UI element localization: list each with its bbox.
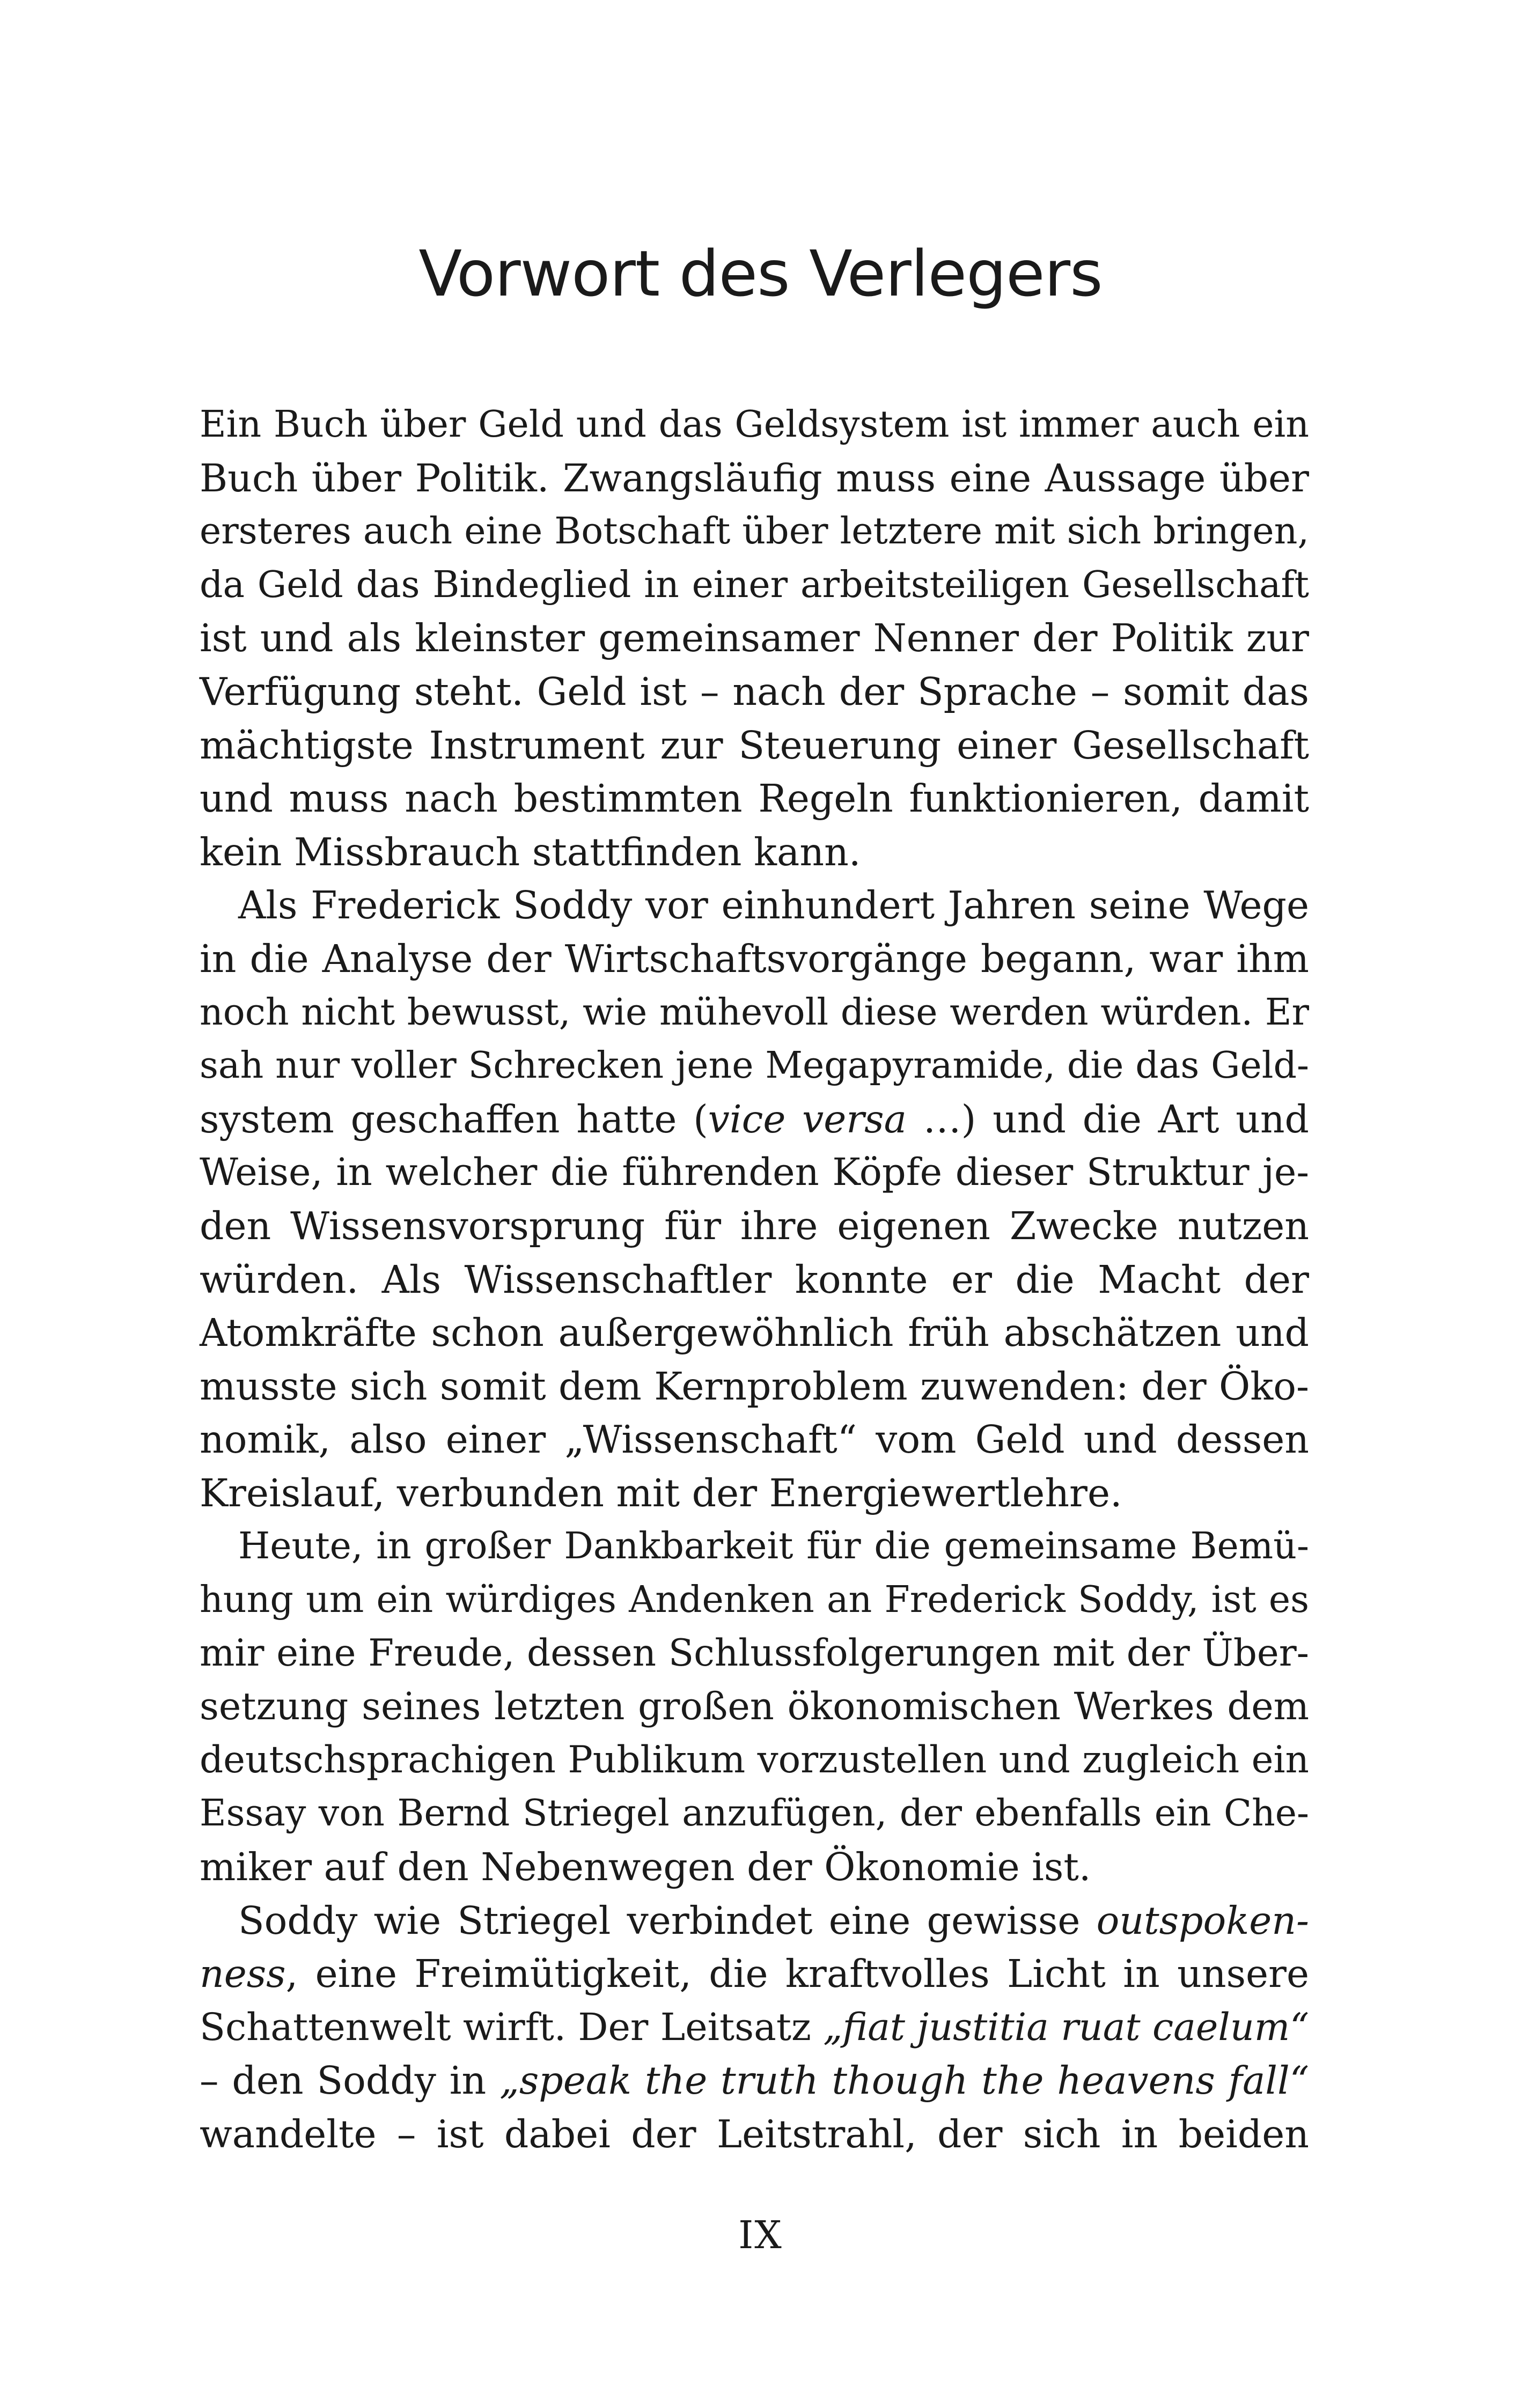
text-line xyxy=(200,2001,1309,2054)
text-line: mächtigste Instrument zur Steuerung einer Gesellschaft xyxy=(200,723,1309,768)
italic-text: „speak the truth though the heavens fall“ xyxy=(499,2058,1309,2103)
text-line: Atomkräfte schon außergewöhnlich früh abschätzen und xyxy=(200,1310,1309,1356)
page-title: Vorwort des Verlegers xyxy=(418,237,1103,311)
text-run: – den Soddy in xyxy=(200,2058,500,2103)
text-line: Ein Buch über Geld und das Geldsystem ist immer auch ein xyxy=(200,403,1309,446)
text-line: mir eine Freude, dessen Schlussfolgerungen mit der Über- xyxy=(200,1631,1309,1675)
page-number: IX xyxy=(738,2213,783,2257)
text-run: …) und die Art und xyxy=(906,1096,1309,1142)
body-text xyxy=(200,398,1309,2161)
text-run: system geschaffen hatte ( xyxy=(200,1096,708,1142)
text-line: musste sich somit dem Kernproblem zuwenden: der Öko- xyxy=(200,1364,1309,1409)
text-line: in die Analyse der Wirtschaftsvorgänge begann, war ihm xyxy=(200,936,1309,981)
text-line: Weise, in welcher die führenden Köpfe dieser Struktur je- xyxy=(200,1150,1309,1195)
italic-text: „fiat justitia ruat caelum“ xyxy=(823,2005,1309,2049)
text-line: nomik, also einer „Wissenschaft“ vom Geld und dessen xyxy=(200,1417,1309,1462)
text-line: Heute, in großer Dankbarkeit für die gemeinsame Bemü- xyxy=(238,1525,1309,1568)
italic-text: outspoken- xyxy=(1096,1898,1309,1943)
text-line xyxy=(200,2054,1309,2108)
text-run: , eine Freimütigkeit, die kraftvolles Licht in unsere xyxy=(285,1952,1309,1997)
text-line: deutschsprachigen Publikum vorzustellen und zugleich ein xyxy=(200,1738,1309,1781)
text-line: und muss nach bestimmten Regeln funktionieren, damit xyxy=(200,776,1309,821)
text-line: Essay von Bernd Striegel anzufügen, der ebenfalls ein Che- xyxy=(200,1792,1309,1835)
text-line: Verfügung steht. Geld ist – nach der Sprache – somit das xyxy=(200,669,1309,714)
text-run: Soddy wie Striegel verbindet eine gewisse xyxy=(238,1898,1097,1943)
italic-text: vice versa xyxy=(708,1096,907,1142)
text-line: ersteres auch eine Botschaft über letztere mit sich bringen, xyxy=(200,510,1309,553)
text-line: miker auf den Nebenwegen der Ökonomie ist. xyxy=(200,1845,1091,1890)
text-line: Buch über Politik. Zwangsläufig muss eine Aussage über xyxy=(200,455,1309,500)
paragraph xyxy=(200,1894,1309,2161)
text-line: Kreislauf, verbunden mit der Energiewertlehre. xyxy=(200,1470,1122,1515)
text-line: noch nicht bewusst, wie mühevoll diese werden würden. Er xyxy=(200,991,1309,1034)
text-line: wandelte – ist dabei der Leitstrahl, der sich in beiden xyxy=(200,2112,1309,2156)
paragraph xyxy=(200,879,1309,1520)
text-line: da Geld das Bindeglied in einer arbeitsteiligen Gesellschaft xyxy=(200,563,1309,606)
text-line: hung um ein würdiges Andenken an Frederick Soddy, ist es xyxy=(200,1579,1309,1622)
text-line: den Wissensvorsprung für ihre eigenen Zwecke nutzen xyxy=(200,1203,1309,1248)
text-line: Als Frederick Soddy vor einhundert Jahren seine Wege xyxy=(238,883,1309,928)
paragraph xyxy=(200,398,1309,879)
text-line: sah nur voller Schrecken jene Megapyramide, die das Geld- xyxy=(200,1044,1309,1087)
paragraph xyxy=(200,1520,1309,1894)
text-line: ist und als kleinster gemeinsamer Nenner der Politik zur xyxy=(200,616,1309,661)
text-line: setzung seines letzten großen ökonomischen Werkes dem xyxy=(200,1684,1309,1729)
text-line: kein Missbrauch stattfinden kann. xyxy=(200,829,861,874)
text-line xyxy=(200,1093,1309,1146)
text-line: würden. Als Wissenschaftler konnte er die Macht der xyxy=(200,1257,1309,1302)
text-line xyxy=(200,1894,1309,1948)
italic-text: ness xyxy=(200,1952,286,1997)
text-run: Schattenwelt wirft. Der Leitsatz xyxy=(200,2005,824,2049)
text-line xyxy=(200,1947,1309,2001)
